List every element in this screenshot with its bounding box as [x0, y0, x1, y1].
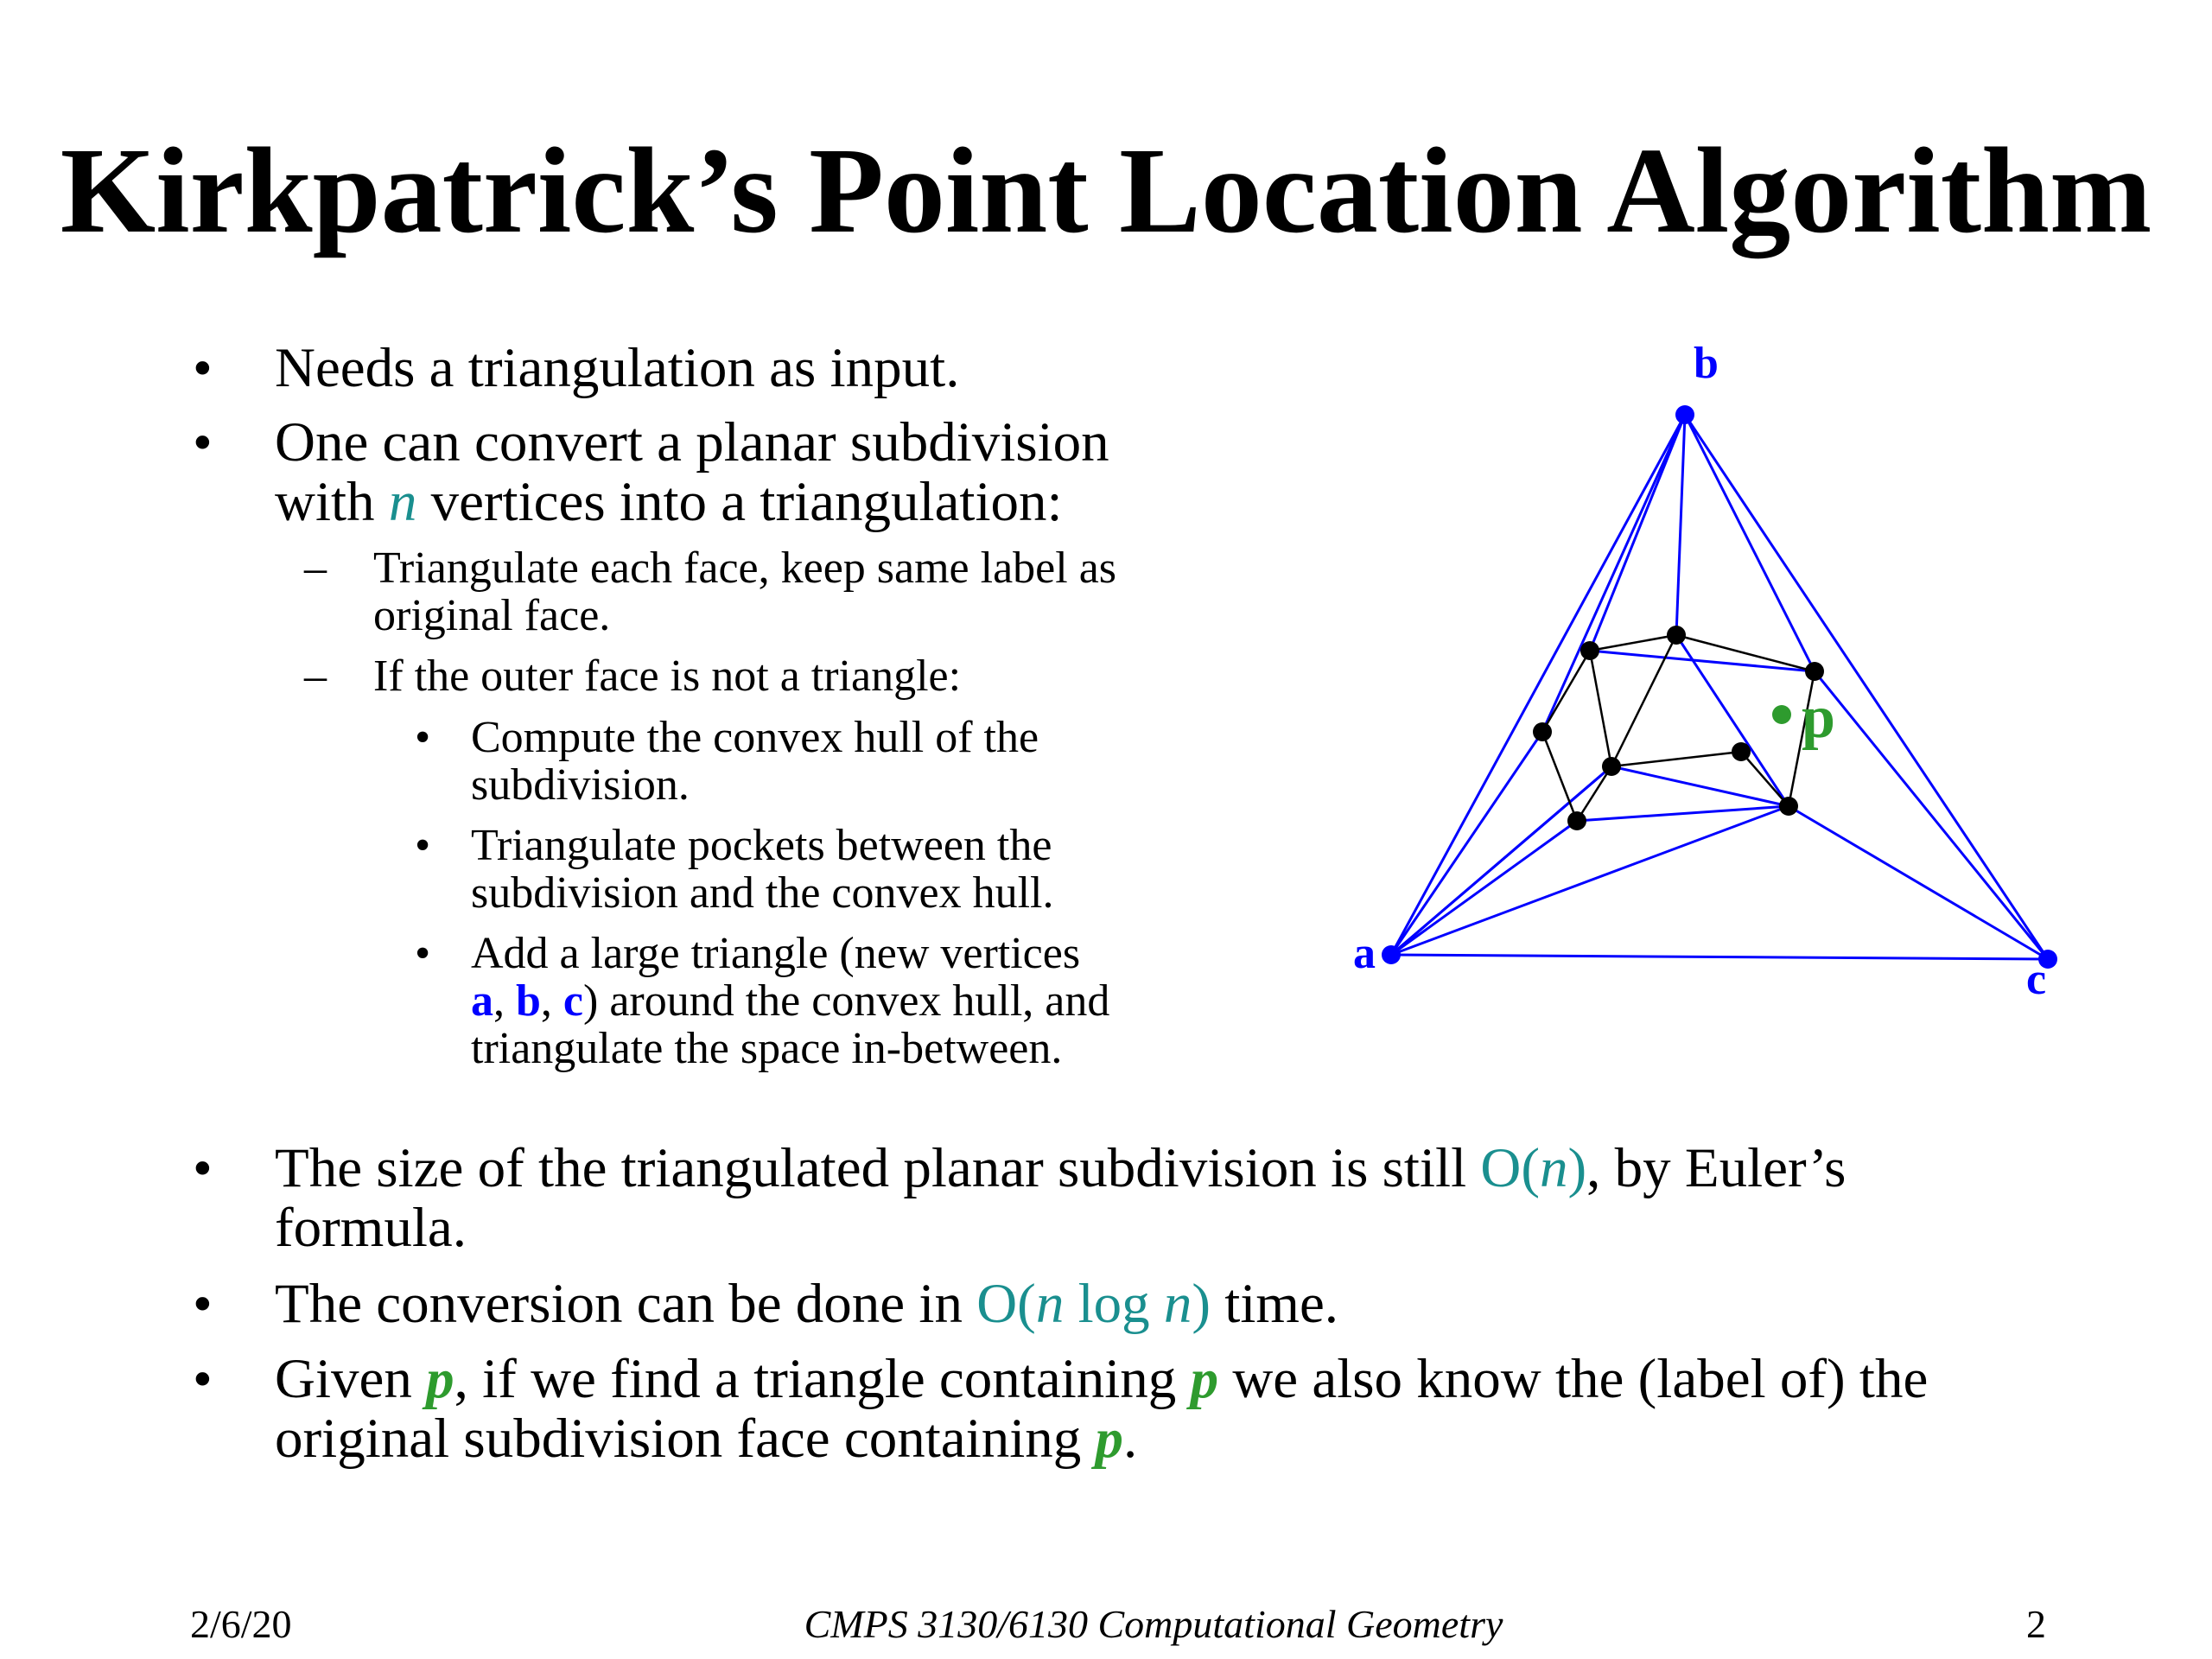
- sub-item-outer-face: [304, 652, 962, 701]
- edge: [1542, 415, 1685, 732]
- text-fragment: .: [1123, 1408, 1138, 1470]
- bullet-marker: •: [193, 1273, 213, 1335]
- edge-b-c: [1685, 415, 2048, 959]
- bullet-given-p: [193, 1348, 1929, 1470]
- bullet-line-2: [275, 1409, 1928, 1469]
- text-fragment: The size of the triangulated planar subdivision is still: [275, 1137, 1481, 1199]
- variable-n: n: [388, 471, 417, 533]
- text-fragment: ) around the convex hull, and: [583, 976, 1110, 1026]
- edge: [1391, 806, 1789, 955]
- text-fragment: with: [275, 471, 389, 533]
- sub-sub-item-large-triangle: [415, 929, 1110, 1073]
- vertex: [1779, 797, 1798, 816]
- text-fragment: vertices into a triangulation:: [416, 471, 1063, 533]
- edge: [1815, 671, 2048, 959]
- big-o-open: O(: [1480, 1137, 1540, 1199]
- sub-sub-line-2: subdivision.: [471, 760, 690, 810]
- vertex-b: [1675, 405, 1694, 424]
- vertex: [1602, 757, 1621, 776]
- bullet-needs-triangulation: [193, 337, 960, 399]
- bullet-line-2: formula.: [275, 1197, 467, 1259]
- vertex: [1732, 742, 1751, 761]
- variable-p: p: [426, 1348, 454, 1410]
- edge: [1789, 806, 2048, 959]
- sub-sub-line-2: subdivision and the convex hull.: [471, 868, 1054, 918]
- vertex-b-label: b: [516, 976, 541, 1026]
- footer-page-number: 2: [2026, 1602, 2046, 1646]
- outer-vertices: [1382, 405, 2057, 969]
- bullet-convert-subdivision: [193, 411, 1109, 533]
- footer-course: CMPS 3130/6130 Computational Geometry: [804, 1602, 1503, 1646]
- edge-a-c: [1391, 955, 2048, 959]
- text-fragment: The conversion can be done in: [275, 1273, 977, 1335]
- edge: [1391, 821, 1577, 955]
- slide-title: Kirkpatrick’s Point Location Algorithm: [60, 122, 2152, 258]
- footer-date: 2/6/20: [190, 1602, 292, 1646]
- bullet-line-1: One can convert a planar subdivision: [275, 411, 1109, 474]
- sub-item-triangulate-face: [304, 543, 1117, 640]
- text-fragment: original subdivision face containing: [275, 1408, 1096, 1470]
- variable-n: n: [1540, 1137, 1568, 1199]
- variable-n: n: [1163, 1273, 1192, 1335]
- edge: [1676, 415, 1685, 635]
- big-o-open: O(: [976, 1273, 1036, 1335]
- bullet-conversion-time: [193, 1273, 1339, 1335]
- edge: [1611, 766, 1789, 806]
- bullet-marker: •: [415, 929, 431, 978]
- vertex-c-label: c: [2026, 955, 2047, 1004]
- edge: [1611, 752, 1741, 766]
- edge: [1685, 415, 1815, 671]
- bullet-marker: •: [193, 337, 213, 399]
- vertex: [1567, 811, 1586, 830]
- vertex-a: [1382, 945, 1401, 964]
- dash-marker: –: [304, 543, 327, 593]
- edge: [1590, 415, 1685, 651]
- edge: [1590, 651, 1611, 766]
- variable-n: n: [1035, 1273, 1065, 1335]
- bullet-text: Needs a triangulation as input.: [275, 337, 960, 399]
- sub-sub-line-2: [471, 977, 1109, 1025]
- sub-item-line-2: original face.: [373, 591, 611, 640]
- sub-item-line-1: Triangulate each face, keep same label as: [373, 543, 1117, 593]
- bullet-marker: •: [415, 821, 431, 870]
- edge: [1577, 766, 1611, 821]
- subdivision-edges: [1542, 635, 1815, 821]
- bullet-line-1: [275, 1139, 1846, 1198]
- dash-marker: –: [304, 652, 327, 701]
- text-fragment: ,: [493, 976, 516, 1026]
- point-p-label: p: [1802, 684, 1835, 751]
- sub-sub-line-1: Add a large triangle (new vertices: [471, 929, 1081, 978]
- variable-p: p: [1190, 1348, 1219, 1410]
- sub-sub-line-1: Triangulate pockets between the: [471, 821, 1052, 870]
- sub-sub-item-pockets: [415, 821, 1054, 918]
- bullet-marker: •: [415, 713, 431, 762]
- bullet-marker: •: [193, 1348, 213, 1410]
- vertex-a-label: a: [471, 976, 493, 1026]
- text-fragment: , by Euler’s: [1586, 1137, 1847, 1199]
- sub-sub-line-3: triangulate the space in-between.: [471, 1024, 1063, 1073]
- bullet-line-1: [275, 1274, 1338, 1334]
- triangulation-diagram: [1331, 333, 2108, 1024]
- bullet-line-1: [275, 1350, 1928, 1409]
- text-fragment: we also know the (label of) the: [1218, 1348, 1929, 1410]
- text-fragment: time.: [1211, 1273, 1339, 1335]
- query-point-p: [1772, 705, 1791, 724]
- edge: [1590, 635, 1676, 651]
- vertex-b-label: b: [1694, 339, 1719, 388]
- variable-p: p: [1095, 1408, 1124, 1470]
- edge: [1590, 651, 1815, 671]
- vertex-a-label: a: [1353, 929, 1376, 978]
- sub-sub-line-1: Compute the convex hull of the: [471, 713, 1039, 762]
- bullet-marker: •: [193, 1137, 213, 1199]
- bullet-size-euler: [193, 1137, 1847, 1259]
- sub-sub-item-convex-hull: [415, 713, 1039, 810]
- text-fragment: Given: [275, 1348, 427, 1410]
- vertex: [1533, 722, 1552, 741]
- text-fragment: , if we find a triangle containing: [454, 1348, 1191, 1410]
- bullet-line-2: [275, 473, 1109, 532]
- bullet-marker: •: [193, 411, 213, 474]
- edge-a-b: [1391, 415, 1685, 955]
- vertex-c-label: c: [563, 976, 584, 1026]
- log-text: log: [1064, 1273, 1164, 1335]
- big-o-close: ): [1567, 1137, 1587, 1199]
- vertex: [1805, 662, 1824, 681]
- vertex: [1667, 626, 1686, 645]
- vertex: [1580, 641, 1599, 660]
- edge: [1542, 732, 1577, 821]
- big-o-close: ): [1192, 1273, 1211, 1335]
- text-fragment: ,: [540, 976, 563, 1026]
- outer-triangulation-edges: [1391, 415, 2048, 959]
- sub-item-line-1: If the outer face is not a triangle:: [373, 652, 962, 701]
